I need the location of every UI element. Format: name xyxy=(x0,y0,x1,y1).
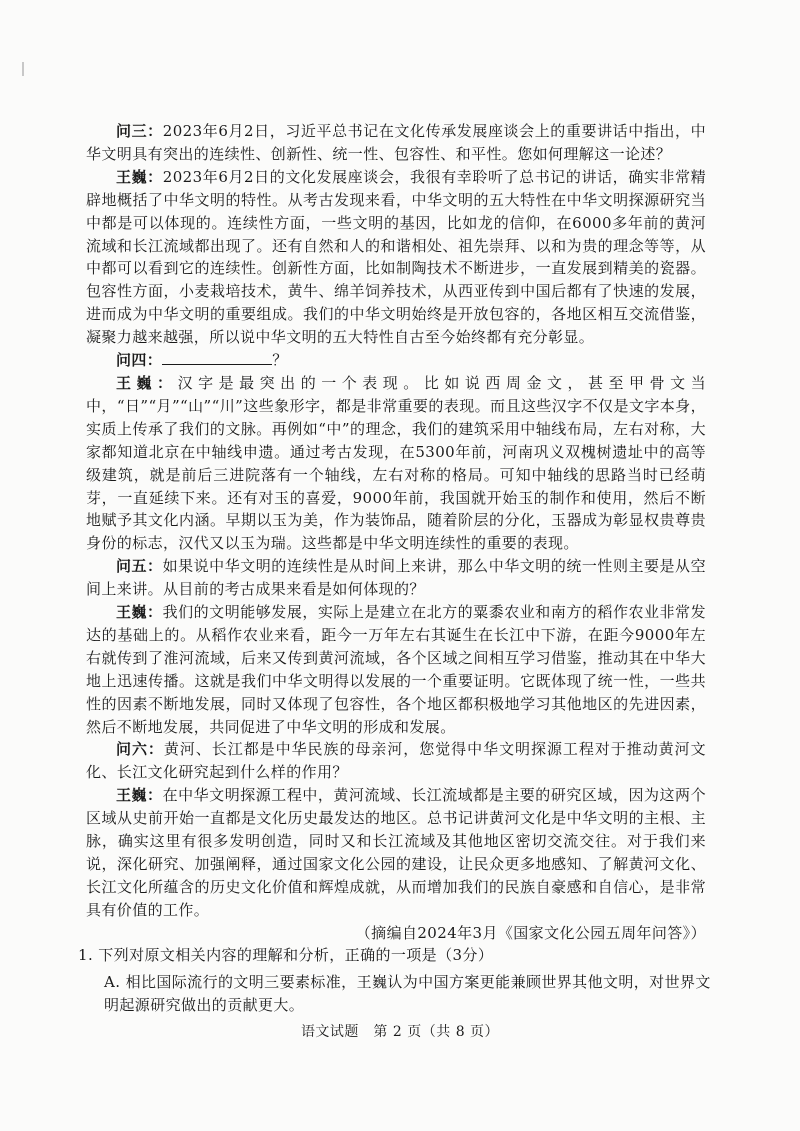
paragraph-a4 xyxy=(86,372,706,555)
speaker-label: 王巍： xyxy=(116,373,178,392)
question-block xyxy=(78,944,726,1017)
speaker-label: 问四： xyxy=(116,351,163,370)
question-stem: 1. 下列对原文相关内容的理解和分析，正确的一项是（3分） xyxy=(78,946,494,964)
speaker-label: 问五： xyxy=(116,557,163,576)
paragraph-text: 黄河、长江都是中华民族的母亲河，您觉得中华文明探源工程对于推动黄河文化、长江文化研究起到什么样的作用？ xyxy=(86,740,706,782)
paragraph-q5 xyxy=(86,555,706,601)
paragraph-q3 xyxy=(86,120,706,166)
option-a: A. 相比国际流行的文明三要素标准，王巍认为中国方案更能兼顾世界其他文明，对世界文明起源研究做出的贡献更大。 xyxy=(104,972,711,1014)
paragraph-text: 2023年6月2日的文化发展座谈会，我很有幸聆听了总书记的讲话，确实非常精辟地概括了中华文明的特性。从考古发现来看，中华文明的五大特性在中华文明探源研究当中都是可以体现的。连续性方面，一些文明的基因，比如龙的信仰，在6000多年前的黄河流域和长江流域都出现了。还有自然和人的和谐相处、祖先崇拜、以和为贵的理念等等，从中都可以看到它的连续性。创新性方面，比如制陶技术不断进步，一直发展到精美的瓷器。包容性方面，小麦栽培技术，黄牛、绵羊饲养技术，从西亚传到中国后都有了快速的发展，进而成为中华文明的重要组成。我们的中华文明始终是开放包容的，各地区相互交流借鉴，凝聚力越来越强，所以说中华文明的五大特性自古至今始终都有充分彰显。 xyxy=(86,167,706,347)
speaker-label: 问三： xyxy=(116,122,163,140)
paragraph-q6 xyxy=(86,738,706,784)
speaker-label: 王巍： xyxy=(116,603,163,622)
speaker-label: 王巍： xyxy=(116,167,163,186)
article-body xyxy=(86,120,706,945)
paragraph-a5 xyxy=(86,601,706,738)
paragraph-text: 汉字是最突出的一个表现。比如说西周金文，甚至甲骨文当中，“日”“月”“山”“川”这些象形字，都是非常重要的表现。而且这些汉字不仅是文字本身，实质上传承了我们的文脉。再例如“中”的理念，我们的建筑采用中轴线布局，左右对称，大家都知道北京在中轴线申遗。通过考古发现，在5300年前，河南巩义双槐树遗址中的高等级建筑，就是前后三进院落有一个轴线，左右对称的格局。可知中轴线的思路当时已经萌芽，一直延续下来。还有对玉的喜爱，9000年前，我国就开始玉的制作和使用，然后不断地赋予其文化内涵。早期以玉为美，作为装饰品，随着阶层的分化，玉器成为彰显权贵尊贵身份的标志，汉代又以玉为瑞。这些都是中华文明连续性的重要的表现。 xyxy=(86,373,707,553)
page-footer: 语文试题 第 2 页（共 8 页） xyxy=(300,1024,500,1040)
paragraph-a3 xyxy=(86,166,706,349)
source-citation: （摘编自2024年3月《国家文化公园五周年问答》） xyxy=(355,923,706,942)
paragraph-text: 2023年6月2日，习近平总书记在文化传承发展座谈会上的重要讲话中指出，中华文明具有突出的连续性、创新性、统一性、包容性、和平性。您如何理解这一论述？ xyxy=(86,122,706,163)
paragraph-text: 如果说中华文明的连续性是从时间上来讲，那么中华文明的统一性则主要是从空间上来讲。从目前的考古成果来看是如何体现的？ xyxy=(86,557,706,599)
paragraph-q4 xyxy=(86,349,706,372)
paragraph-text: 我们的文明能够发展，实际上是建立在北方的粟黍农业和南方的稻作农业非常发达的基础上的。从稻作农业来看，距今一万年左右其诞生在长江中下游，在距今9000年左右就传到了淮河流域，后来又传到黄河流域，各个区域之间相互学习借鉴，推动其在中华大地上迅速传播。这就是我们中华文明得以发展的一个重要证明。它既体现了统一性，一些共性的因素不断地发展，同时又体现了包容性，各个地区都积极地学习其他地区的先进因素，然后不断地发展，共同促进了中华文明的形成和发展。 xyxy=(86,603,706,736)
scan-mark xyxy=(22,62,24,76)
speaker-label: 问六： xyxy=(116,740,164,759)
paragraph-text: 在中华文明探源工程中，黄河流域、长江流域都是主要的研究区域，因为这两个区域从史前开始一直都是文化历史最发达的地区。总书记讲黄河文化是中华文明的主根、主脉，确实这里有很多发明创造，同时又和长江流域及其他地区密切交流交往。对于我们来说，深化研究、加强阐释，通过国家文化公园的建设，让民众更多地感知、了解黄河文化、长江文化所蕴含的历史文化价值和辉煌成就，从而增加我们的民族自豪感和自信心，是非常具有价值的工作。 xyxy=(86,786,706,919)
paragraph-a6 xyxy=(86,784,706,921)
blank-suffix: ？ xyxy=(272,351,288,370)
fill-in-blank xyxy=(162,350,272,365)
speaker-label: 王巍： xyxy=(116,786,163,805)
